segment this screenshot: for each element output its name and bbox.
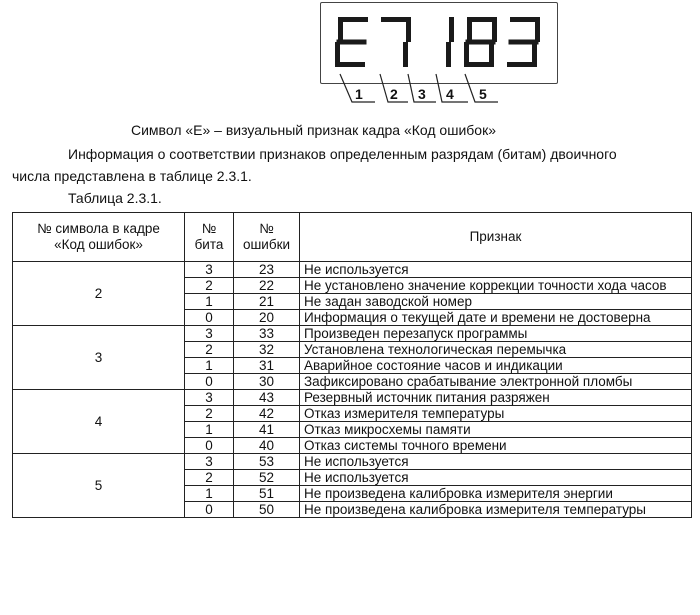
header-bit: № бита bbox=[185, 213, 234, 262]
description-cell: Не произведена калибровка измерителя температуры bbox=[300, 502, 692, 518]
header-error: № ошибки bbox=[234, 213, 300, 262]
callout-3: 3 bbox=[418, 86, 426, 102]
caption-symbol-e: Символ «Е» – визуальный признак кадра «Код ошибок» bbox=[131, 122, 496, 138]
bit-cell: 2 bbox=[185, 406, 234, 422]
digit-segment bbox=[492, 17, 497, 42]
error-cell: 51 bbox=[234, 486, 300, 502]
digit-segment bbox=[467, 17, 472, 42]
description-cell: Не используется bbox=[300, 262, 692, 278]
error-cell: 31 bbox=[234, 358, 300, 374]
bit-cell: 3 bbox=[185, 390, 234, 406]
bit-cell: 3 bbox=[185, 262, 234, 278]
symbol-cell: 4 bbox=[13, 390, 185, 454]
error-cell: 41 bbox=[234, 422, 300, 438]
symbol-cell: 3 bbox=[13, 326, 185, 390]
header-sign: Признак bbox=[300, 213, 692, 262]
symbol-cell: 5 bbox=[13, 454, 185, 518]
error-cell: 53 bbox=[234, 454, 300, 470]
error-cell: 42 bbox=[234, 406, 300, 422]
display-digit bbox=[335, 17, 368, 67]
seven-segment-display bbox=[320, 2, 558, 84]
display-digit bbox=[464, 17, 497, 67]
digit-segment bbox=[446, 42, 451, 67]
description-cell: Отказ микросхемы памяти bbox=[300, 422, 692, 438]
error-cell: 32 bbox=[234, 342, 300, 358]
description-cell: Отказ измерителя температуры bbox=[300, 406, 692, 422]
bit-cell: 0 bbox=[185, 374, 234, 390]
bit-cell: 2 bbox=[185, 278, 234, 294]
error-code-table bbox=[12, 212, 692, 518]
bit-cell: 1 bbox=[185, 486, 234, 502]
error-cell: 30 bbox=[234, 374, 300, 390]
display-digits bbox=[321, 3, 557, 83]
digit-segment bbox=[337, 40, 367, 45]
error-cell: 52 bbox=[234, 470, 300, 486]
error-cell: 23 bbox=[234, 262, 300, 278]
description-cell: Не установлено значение коррекции точности хода часов bbox=[300, 278, 692, 294]
bit-cell: 1 bbox=[185, 358, 234, 374]
error-cell: 21 bbox=[234, 294, 300, 310]
digit-segment bbox=[535, 17, 540, 42]
description-cell: Произведен перезапуск программы bbox=[300, 326, 692, 342]
description-cell: Информация о текущей дате и времени не достоверна bbox=[300, 310, 692, 326]
table-row bbox=[13, 262, 692, 278]
table-row bbox=[13, 326, 692, 342]
error-cell: 22 bbox=[234, 278, 300, 294]
symbol-cell: 2 bbox=[13, 262, 185, 326]
digit-segment bbox=[338, 17, 343, 42]
callout-1: 1 bbox=[355, 86, 363, 102]
digit-segment bbox=[509, 40, 539, 45]
digit-segment bbox=[335, 42, 340, 67]
digit-segment bbox=[406, 17, 411, 42]
description-cell: Не используется bbox=[300, 454, 692, 470]
bit-cell: 2 bbox=[185, 470, 234, 486]
error-cell: 20 bbox=[234, 310, 300, 326]
description-cell: Аварийное состояние часов и индикации bbox=[300, 358, 692, 374]
description-cell: Отказ системы точного времени bbox=[300, 438, 692, 454]
digit-segment bbox=[464, 42, 469, 67]
digit-segment bbox=[466, 40, 496, 45]
bit-cell: 3 bbox=[185, 326, 234, 342]
caption-info: Информация о соответствии признаков определенным разрядам (битам) двоичного bbox=[68, 146, 617, 162]
display-digit bbox=[446, 17, 454, 67]
error-cell: 40 bbox=[234, 438, 300, 454]
bit-cell: 0 bbox=[185, 438, 234, 454]
error-cell: 33 bbox=[234, 326, 300, 342]
table-row bbox=[13, 454, 692, 470]
display-digit bbox=[381, 17, 411, 67]
bit-cell: 2 bbox=[185, 342, 234, 358]
header-symbol: № символа в кадре «Код ошибок» bbox=[13, 213, 185, 262]
callout-5: 5 bbox=[479, 86, 487, 102]
digit-segment bbox=[507, 62, 537, 67]
digit-segment bbox=[449, 17, 454, 42]
description-cell: Зафиксировано срабатывание электронной пломбы bbox=[300, 374, 692, 390]
bit-cell: 3 bbox=[185, 454, 234, 470]
description-cell: Не используется bbox=[300, 470, 692, 486]
callout-4: 4 bbox=[446, 86, 454, 102]
description-cell: Не произведена калибровка измерителя энергии bbox=[300, 486, 692, 502]
display-digit bbox=[507, 17, 540, 67]
table-header-row bbox=[13, 213, 692, 262]
digit-segment bbox=[403, 42, 408, 67]
callout-2: 2 bbox=[390, 86, 398, 102]
table-row bbox=[13, 390, 692, 406]
bit-cell: 1 bbox=[185, 294, 234, 310]
error-cell: 43 bbox=[234, 390, 300, 406]
bit-cell: 0 bbox=[185, 310, 234, 326]
error-cell: 50 bbox=[234, 502, 300, 518]
bit-cell: 0 bbox=[185, 502, 234, 518]
bit-cell: 1 bbox=[185, 422, 234, 438]
description-cell: Установлена технологическая перемычка bbox=[300, 342, 692, 358]
description-cell: Резервный источник питания разряжен bbox=[300, 390, 692, 406]
description-cell: Не задан заводской номер bbox=[300, 294, 692, 310]
table-title: Таблица 2.3.1. bbox=[68, 190, 162, 206]
caption-info-cont: числа представлена в таблице 2.3.1. bbox=[12, 168, 252, 184]
